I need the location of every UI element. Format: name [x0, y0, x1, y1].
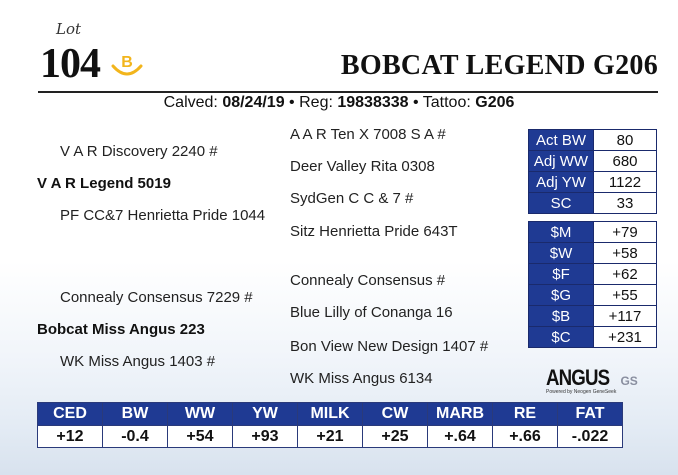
ratio-value: 1122 [594, 172, 657, 193]
epd-header-ced: CED [38, 403, 103, 426]
epd-header-yw: YW [233, 403, 298, 426]
ratio-table [528, 129, 657, 214]
pedigree-ggp-7: Bon View New Design 1407 # [290, 338, 489, 355]
pedigree-dam-dam: WK Miss Angus 1403 # [60, 353, 216, 370]
bobcat-logo-icon [110, 50, 144, 80]
index-value: +117 [594, 306, 657, 327]
tattoo-value: G206 [475, 94, 515, 111]
pedigree-ggp-1: A A R Ten X 7008 S A # [290, 126, 446, 143]
pedigree-sire-dam: PF CC&7 Henrietta Pride 1044 [60, 207, 266, 224]
epd-header-re: RE [493, 403, 558, 426]
epd-header-row [38, 403, 623, 426]
angus-gs-wordmark [546, 365, 638, 391]
animal-name: BOBCAT LEGEND G206 [340, 50, 658, 81]
pedigree-ggp-6: Blue Lilly of Conanga 16 [290, 304, 453, 321]
calved-date: 08/24/19 [222, 94, 285, 111]
index-label: $G [529, 285, 594, 306]
table-row [529, 306, 657, 327]
epd-header-cw: CW [363, 403, 428, 426]
reg-number: 19838338 [337, 94, 409, 111]
pedigree-ggp-5: Connealy Consensus # [290, 272, 446, 289]
pedigree-ggp-8: WK Miss Angus 6134 [290, 370, 433, 387]
header-divider [38, 91, 658, 93]
angus-gs-suffix: GS [620, 374, 638, 388]
calved-label: Calved: [163, 94, 218, 111]
index-value: +58 [594, 243, 657, 264]
ratio-label: Act BW [529, 130, 594, 151]
table-row [529, 193, 657, 214]
epd-header-milk: MILK [298, 403, 363, 426]
angus-gs-tagline: Powered by Neogen GeneSeek [546, 389, 617, 395]
angus-gs-logo [546, 365, 638, 395]
ratio-value: 80 [594, 130, 657, 151]
table-row [529, 285, 657, 306]
epd-value-yw: +93 [233, 426, 298, 448]
ratio-label: SC [529, 193, 594, 214]
pedigree-ggp-4: Sitz Henrietta Pride 643T [290, 223, 458, 240]
badge-letter: B [121, 54, 133, 71]
separator: • [289, 94, 295, 111]
pedigree-dam: Bobcat Miss Angus 223 [37, 321, 205, 338]
table-row [529, 172, 657, 193]
epd-value-fat: -.022 [558, 426, 623, 448]
reg-label: Reg: [299, 94, 333, 111]
index-value: +79 [594, 222, 657, 243]
epd-value-bw: -0.4 [103, 426, 168, 448]
pedigree-sire: V A R Legend 5019 [37, 175, 171, 192]
table-row [529, 327, 657, 348]
epd-header-marb: MARB [428, 403, 493, 426]
separator: • [413, 94, 419, 111]
table-row [529, 222, 657, 243]
epd-header-fat: FAT [558, 403, 623, 426]
index-label: $C [529, 327, 594, 348]
lot-number: 104 [40, 41, 100, 87]
table-row [529, 151, 657, 172]
table-row [529, 243, 657, 264]
epd-value-marb: +.64 [428, 426, 493, 448]
epd-header-bw: BW [103, 403, 168, 426]
pedigree-sire-sire: V A R Discovery 2240 # [60, 143, 218, 160]
ratio-label: Adj WW [529, 151, 594, 172]
tattoo-label: Tattoo: [422, 94, 471, 111]
index-label: $F [529, 264, 594, 285]
info-line [0, 94, 678, 112]
index-value: +62 [594, 264, 657, 285]
lot-script-label: Lot [56, 20, 82, 38]
epd-header-ww: WW [168, 403, 233, 426]
epd-value-ww: +54 [168, 426, 233, 448]
index-table [528, 221, 657, 348]
epd-table [37, 402, 623, 448]
ratio-value: 680 [594, 151, 657, 172]
pedigree-dam-sire: Connealy Consensus 7229 # [60, 289, 253, 306]
pedigree-ggp-3: SydGen C C & 7 # [290, 190, 414, 207]
ratio-label: Adj YW [529, 172, 594, 193]
ratio-value: 33 [594, 193, 657, 214]
index-value: +231 [594, 327, 657, 348]
epd-value-row [38, 426, 623, 448]
index-label: $M [529, 222, 594, 243]
table-row [529, 130, 657, 151]
index-value: +55 [594, 285, 657, 306]
epd-value-cw: +25 [363, 426, 428, 448]
epd-value-milk: +21 [298, 426, 363, 448]
epd-value-ced: +12 [38, 426, 103, 448]
pedigree-ggp-2: Deer Valley Rita 0308 [290, 158, 435, 175]
angus-word: ANGUS [546, 365, 610, 390]
index-label: $B [529, 306, 594, 327]
epd-value-re: +.66 [493, 426, 558, 448]
index-label: $W [529, 243, 594, 264]
table-row [529, 264, 657, 285]
